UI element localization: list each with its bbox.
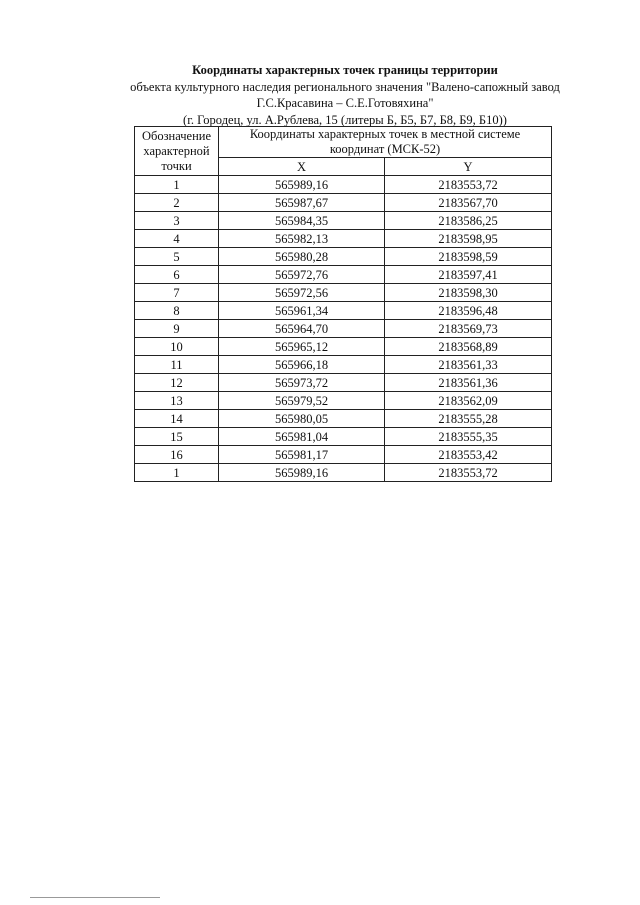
cell-point: 7: [135, 284, 219, 302]
cell-x: 565980,05: [219, 410, 385, 428]
cell-y: 2183598,59: [385, 248, 552, 266]
table-row: [135, 464, 552, 482]
cell-x: 565984,35: [219, 212, 385, 230]
cell-point: 4: [135, 230, 219, 248]
cell-x: 565980,28: [219, 248, 385, 266]
cell-y: 2183553,72: [385, 176, 552, 194]
cell-x: 565987,67: [219, 194, 385, 212]
table-row: [135, 194, 552, 212]
document-title: Координаты характерных точек границы территории: [192, 63, 498, 77]
cell-y: 2183596,48: [385, 302, 552, 320]
cell-x: 565989,16: [219, 176, 385, 194]
table-row: [135, 356, 552, 374]
table-row: [135, 212, 552, 230]
table-row: [135, 266, 552, 284]
table-row: [135, 302, 552, 320]
table-row: [135, 230, 552, 248]
cell-y: 2183553,42: [385, 446, 552, 464]
scan-edge-line: [30, 897, 160, 898]
cell-point: 12: [135, 374, 219, 392]
cell-y: 2183555,28: [385, 410, 552, 428]
cell-point: 8: [135, 302, 219, 320]
cell-y: 2183569,73: [385, 320, 552, 338]
point-column-header: Обозначение характерной точки: [135, 127, 219, 176]
cell-y: 2183586,25: [385, 212, 552, 230]
table-row: [135, 284, 552, 302]
cell-y: 2183598,95: [385, 230, 552, 248]
cell-point: 6: [135, 266, 219, 284]
cell-point: 10: [135, 338, 219, 356]
table-row: [135, 176, 552, 194]
cell-x: 565972,56: [219, 284, 385, 302]
cell-y: 2183553,72: [385, 464, 552, 482]
table-row: [135, 320, 552, 338]
object-address: (г. Городец, ул. А.Рублева, 15 (литеры Б, Б5, Б7, Б8, Б9, Б10)): [183, 112, 507, 127]
cell-x: 565961,34: [219, 302, 385, 320]
x-column-header: X: [219, 158, 385, 176]
cell-x: 565981,17: [219, 446, 385, 464]
table-row: [135, 248, 552, 266]
cell-x: 565989,16: [219, 464, 385, 482]
table-row: [135, 374, 552, 392]
object-name-line1: объекта культурного наследия регионального значения "Валено-сапожный завод: [130, 79, 560, 94]
cell-point: 2: [135, 194, 219, 212]
cell-x: 565964,70: [219, 320, 385, 338]
cell-x: 565966,18: [219, 356, 385, 374]
table-row: [135, 446, 552, 464]
cell-y: 2183567,70: [385, 194, 552, 212]
cell-point: 1: [135, 176, 219, 194]
cell-y: 2183568,89: [385, 338, 552, 356]
cell-x: 565973,72: [219, 374, 385, 392]
cell-y: 2183598,30: [385, 284, 552, 302]
table-row: [135, 410, 552, 428]
table-row: [135, 392, 552, 410]
object-name-line2: Г.С.Красавина – С.Е.Готовяхина": [256, 96, 434, 110]
y-column-header: Y: [385, 158, 552, 176]
cell-x: 565981,04: [219, 428, 385, 446]
cell-y: 2183561,33: [385, 356, 552, 374]
cell-point: 3: [135, 212, 219, 230]
cell-point: 13: [135, 392, 219, 410]
cell-y: 2183561,36: [385, 374, 552, 392]
cell-point: 1: [135, 464, 219, 482]
cell-point: 5: [135, 248, 219, 266]
cell-point: 14: [135, 410, 219, 428]
cell-y: 2183555,35: [385, 428, 552, 446]
cell-x: 565979,52: [219, 392, 385, 410]
cell-x: 565965,12: [219, 338, 385, 356]
cell-point: 16: [135, 446, 219, 464]
cell-y: 2183597,41: [385, 266, 552, 284]
cell-y: 2183562,09: [385, 392, 552, 410]
coordinates-table: [134, 126, 552, 482]
cell-point: 15: [135, 428, 219, 446]
document-header: [100, 62, 590, 128]
cell-point: 11: [135, 356, 219, 374]
table-row: [135, 338, 552, 356]
cell-point: 9: [135, 320, 219, 338]
coordinates-column-header: Координаты характерных точек в местной системе координат (МСК-52): [219, 127, 552, 158]
table-header-row: [135, 127, 552, 158]
cell-x: 565972,76: [219, 266, 385, 284]
cell-x: 565982,13: [219, 230, 385, 248]
table-row: [135, 428, 552, 446]
